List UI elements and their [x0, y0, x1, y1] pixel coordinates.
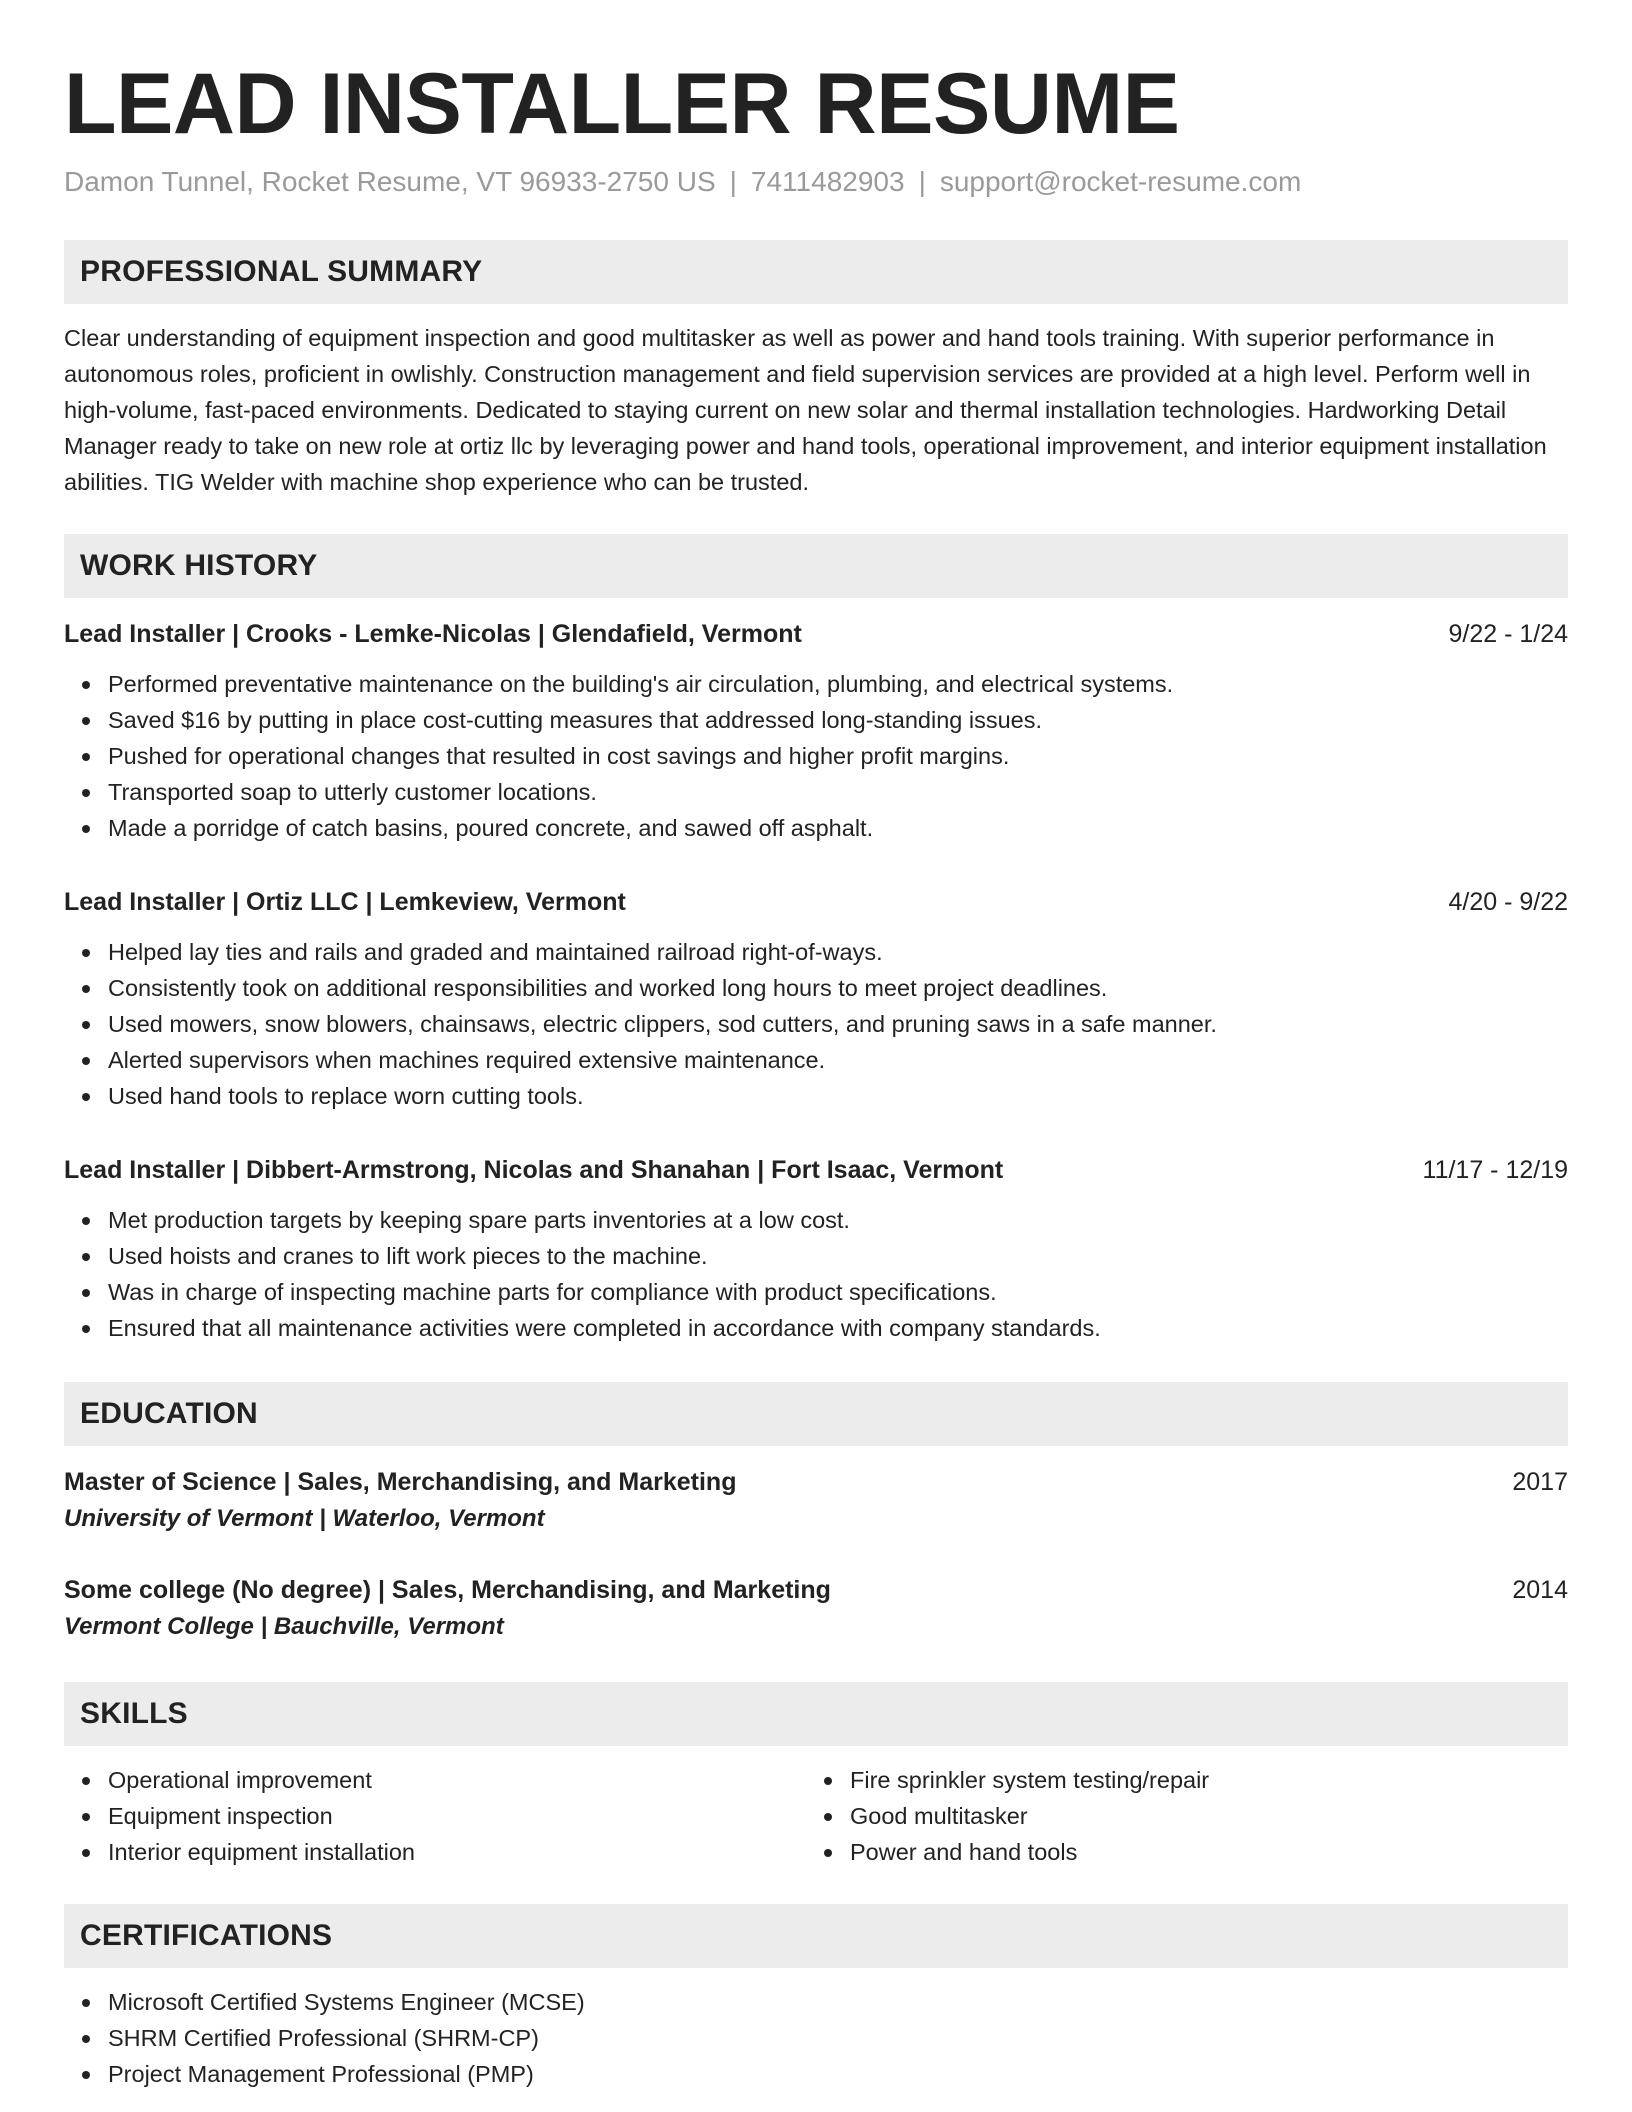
contact-phone: 7411482903	[750, 166, 905, 197]
job-bullet: Used mowers, snow blowers, chainsaws, electric clippers, sod cutters, and pruning saws in a safe manner.	[108, 1006, 1568, 1042]
skill-item: Good multitasker	[850, 1798, 1548, 1834]
job-entry	[64, 616, 1568, 846]
job-entry	[64, 1152, 1568, 1346]
skill-item: Interior equipment installation	[108, 1834, 806, 1870]
job-bullet: Was in charge of inspecting machine parts for compliance with product specifications.	[108, 1274, 1568, 1310]
contact-address: Damon Tunnel, Rocket Resume, VT 96933-2750 US	[64, 166, 716, 197]
job-dates: 4/20 - 9/22	[1448, 888, 1568, 916]
work-section	[64, 534, 1568, 1346]
skills-list	[64, 1762, 806, 1870]
job-header	[64, 884, 1568, 920]
skills-heading: SKILLS	[64, 1682, 1568, 1746]
job-title: Lead Installer | Crooks - Lemke-Nicolas | Glendafield, Vermont	[64, 620, 802, 648]
summary-heading: PROFESSIONAL SUMMARY	[64, 240, 1568, 304]
job-bullet: Pushed for operational changes that resulted in cost savings and higher profit margins.	[108, 738, 1568, 774]
contact-separator: |	[729, 166, 737, 197]
skill-item: Fire sprinkler system testing/repair	[850, 1762, 1548, 1798]
education-heading: EDUCATION	[64, 1382, 1568, 1446]
job-bullets	[64, 934, 1568, 1114]
education-header	[64, 1464, 1568, 1500]
job-bullet: Transported soap to utterly customer locations.	[108, 774, 1568, 810]
job-bullet: Used hand tools to replace worn cutting tools.	[108, 1078, 1568, 1114]
education-year: 2017	[1512, 1468, 1568, 1496]
education-degree: Master of Science | Sales, Merchandising, and Marketing	[64, 1468, 737, 1496]
job-bullets	[64, 1202, 1568, 1346]
job-dates: 9/22 - 1/24	[1448, 620, 1568, 648]
job-bullet: Used hoists and cranes to lift work pieces to the machine.	[108, 1238, 1568, 1274]
skills-column-right	[806, 1762, 1548, 1870]
certification-item: Project Management Professional (PMP)	[108, 2056, 1568, 2092]
education-entry	[64, 1464, 1568, 1538]
education-degree: Some college (No degree) | Sales, Merchandising, and Marketing	[64, 1576, 831, 1604]
job-title: Lead Installer | Ortiz LLC | Lemkeview, Vermont	[64, 888, 626, 916]
summary-text: Clear understanding of equipment inspection and good multitasker as well as power and hand tools training. With superior performance in autonomous roles, proficient in owlishly. Construction management and field supervision services are provided at a high level. Perform well in high-volume, fast-paced environments. Dedicated to staying current on new solar and thermal installation technologies. Hardworking Detail Manager ready to take on new role at ortiz llc by leveraging power and hand tools, operational improvement, and interior equipment installation abilities. TIG Welder with machine shop experience who can be trusted.	[64, 325, 1547, 495]
education-school: Vermont College | Bauchville, Vermont	[64, 1613, 504, 1640]
skill-item: Equipment inspection	[108, 1798, 806, 1834]
resume-page	[64, 54, 1568, 2092]
education-year: 2014	[1512, 1576, 1568, 1604]
education-section	[64, 1382, 1568, 1646]
job-bullet: Saved $16 by putting in place cost-cutting measures that addressed long-standing issues.	[108, 702, 1568, 738]
job-header	[64, 1152, 1568, 1188]
job-bullets	[64, 666, 1568, 846]
job-bullet: Made a porridge of catch basins, poured concrete, and sawed off asphalt.	[108, 810, 1568, 846]
work-heading: WORK HISTORY	[64, 534, 1568, 598]
skills-section	[64, 1682, 1568, 1870]
education-school: University of Vermont | Waterloo, Vermont	[64, 1505, 545, 1532]
contact-line	[64, 164, 1568, 200]
certifications-list	[64, 1984, 1568, 2092]
job-bullet: Performed preventative maintenance on the building's air circulation, plumbing, and electrical systems.	[108, 666, 1568, 702]
job-bullet: Helped lay ties and rails and graded and maintained railroad right-of-ways.	[108, 934, 1568, 970]
certifications-heading: CERTIFICATIONS	[64, 1904, 1568, 1968]
skill-item: Power and hand tools	[850, 1834, 1548, 1870]
certification-item: Microsoft Certified Systems Engineer (MCSE)	[108, 1984, 1568, 2020]
job-bullet: Ensured that all maintenance activities were completed in accordance with company standards.	[108, 1310, 1568, 1346]
job-bullet: Alerted supervisors when machines required extensive maintenance.	[108, 1042, 1568, 1078]
job-title: Lead Installer | Dibbert-Armstrong, Nicolas and Shanahan | Fort Isaac, Vermont	[64, 1156, 1004, 1184]
certifications-section	[64, 1904, 1568, 2092]
job-bullet: Met production targets by keeping spare parts inventories at a low cost.	[108, 1202, 1568, 1238]
resume-title: LEAD INSTALLER RESUME	[64, 56, 1180, 152]
job-bullet: Consistently took on additional responsibilities and worked long hours to meet project deadlines.	[108, 970, 1568, 1006]
job-dates: 11/17 - 12/19	[1422, 1156, 1568, 1184]
contact-separator: |	[918, 166, 926, 197]
skills-list	[806, 1762, 1548, 1870]
skills-column-left	[64, 1762, 806, 1870]
skill-item: Operational improvement	[108, 1762, 806, 1798]
summary-section	[64, 240, 1568, 500]
job-header	[64, 616, 1568, 652]
skills-grid	[64, 1762, 1568, 1870]
job-entry	[64, 884, 1568, 1114]
education-header	[64, 1572, 1568, 1608]
contact-email: support@rocket-resume.com	[939, 166, 1302, 197]
education-entry	[64, 1572, 1568, 1646]
certification-item: SHRM Certified Professional (SHRM-CP)	[108, 2020, 1568, 2056]
